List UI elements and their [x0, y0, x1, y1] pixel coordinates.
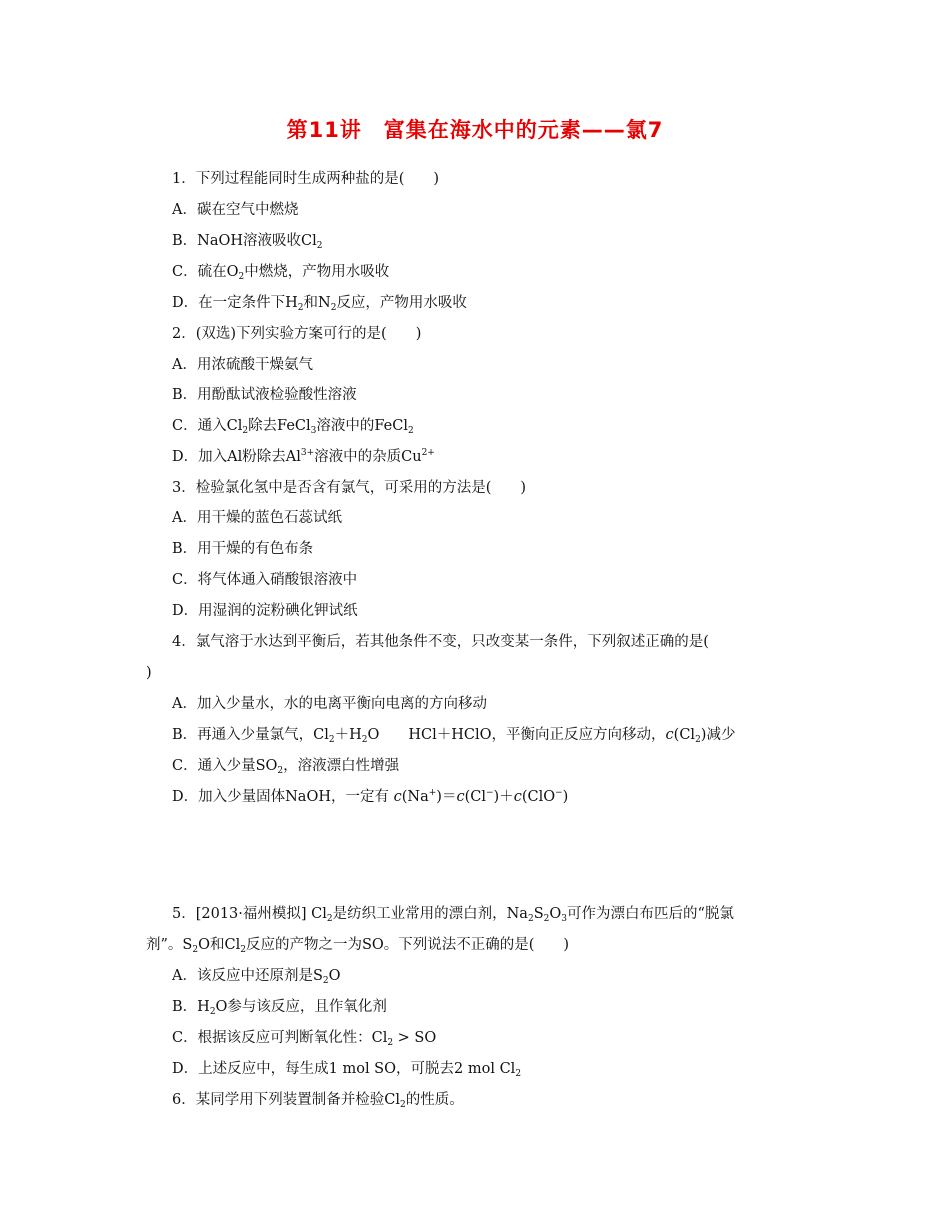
question-3-option-d: D．用湿润的淀粉碘化钾试纸	[172, 603, 358, 619]
question-3-option-c: C．将气体通入硝酸银溶液中	[172, 572, 358, 588]
question-5-stem: 5．[2013·福州模拟] $Cl_2$是纺织工业常用的漂白剂，$Na_2S_2O_3$可作为漂白布匹后的“脱氯	[172, 906, 734, 924]
question-3-option-a: A．用干燥的蓝色石蕊试纸	[172, 510, 342, 526]
question-3-stem: 3．检验氯化氢中是否含有氯气，可采用的方法是( )	[172, 480, 527, 496]
question-5-option-b: B．$H_2O$参与该反应，且作氧化剂	[172, 999, 387, 1017]
question-5-option-c: C．根据该反应可判断氧化性：$Cl_2$ > SO	[172, 1030, 437, 1048]
question-2-stem: 2．(双选)下列实验方案可行的是( )	[172, 326, 422, 342]
question-4-option-c: C．通入少量$SO_2$，溶液漂白性增强	[172, 758, 400, 776]
question-4-stem-continued: )	[146, 665, 152, 681]
question-2-option-a: A．用浓硫酸干燥氨气	[172, 357, 313, 373]
question-1-option-b: B．NaOH溶液吸收$Cl_2$	[172, 233, 323, 251]
question-1-option-d: D．在一定条件下$H_2$和$N_2$反应，产物用水吸收	[172, 295, 467, 313]
question-5-option-a: A．该反应中还原剂是$S_2O$	[172, 968, 341, 986]
question-4-option-a: A．加入少量水，水的电离平衡向电离的方向移动	[172, 696, 487, 712]
page-title: 第11讲 富集在海水中的元素——氯7	[286, 118, 664, 142]
question-5-stem-continued: 剂”。$S_2O$和$Cl_2$反应的产物之一为SO。下列说法不正确的是( )	[146, 937, 570, 955]
question-5-option-d: D．上述反应中，每生成1 mol SO，可脱去2 mol $Cl_2$	[172, 1061, 522, 1079]
question-1-option-a: A．碳在空气中燃烧	[172, 202, 299, 218]
question-4-option-b: B．再通入少量氯气，$Cl_2+H_2O$ HCl＋HClO，平衡向正反应方向移动，$c(Cl_2)$减少	[172, 727, 736, 745]
question-4-stem: 4．氯气溶于水达到平衡后，若其他条件不变，只改变某一条件，下列叙述正确的是(	[172, 634, 709, 650]
question-3-option-b: B．用干燥的有色布条	[172, 541, 314, 557]
question-2-option-c: C．通入$Cl_2$除去FeCl$_3$溶液中的FeCl$_2$	[172, 418, 414, 436]
question-2-option-d: D．加入Al粉除去$Al^{3+}$溶液中的杂质$Cu^{2+}$	[172, 448, 435, 465]
question-4-option-d: D．加入少量固体NaOH，一定有 c(Na+)＝c(Cl−)＋c(ClO−)	[172, 788, 569, 805]
question-1-option-c: C．硫在$O_2$中燃烧，产物用水吸收	[172, 264, 390, 282]
question-1-stem: 1．下列过程能同时生成两种盐的是( )	[172, 171, 440, 187]
question-2-option-b: B．用酚酞试液检验酸性溶液	[172, 387, 357, 403]
question-6-stem: 6．某同学用下列装置制备并检验$Cl_2$的性质。	[172, 1092, 464, 1110]
